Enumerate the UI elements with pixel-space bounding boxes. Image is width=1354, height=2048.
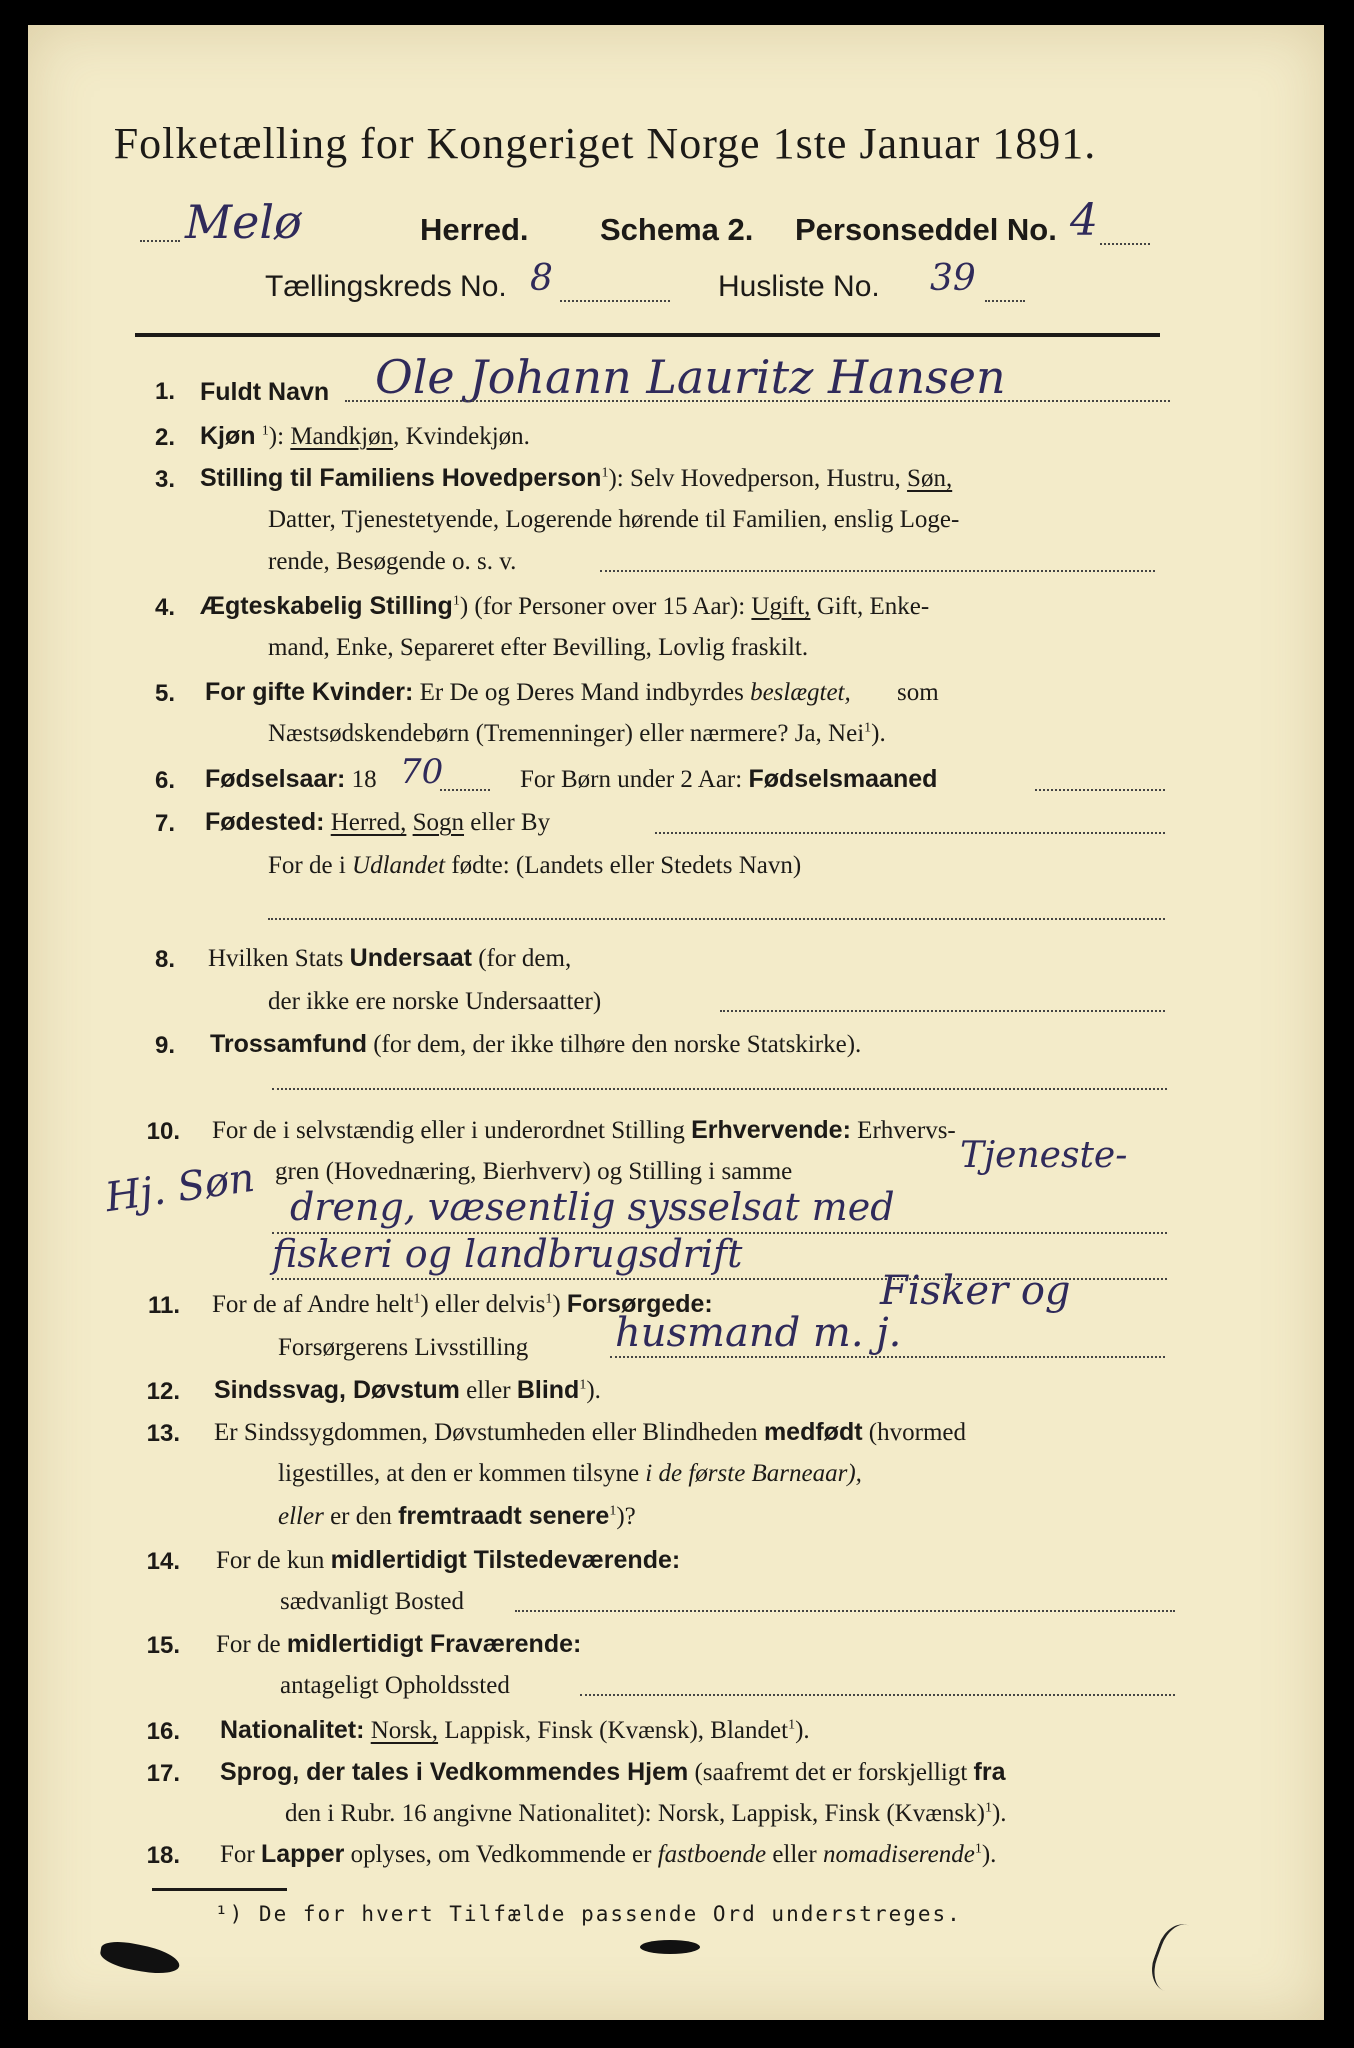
q4-line1: Ægteskabelig Stilling$^1$) (for Personer over 15 Aar): Ugift, Gift, Enke- [200, 592, 930, 620]
q6-year-value: 70 [400, 752, 444, 792]
q1-label: Fuldt Navn [200, 378, 330, 406]
q7-number: 7. [154, 810, 175, 837]
q14-dots [515, 1610, 1175, 1612]
q1-number: 1. [154, 378, 175, 405]
q13-label: medfødt [763, 1418, 863, 1446]
q10-text1b: Erhvervs- [857, 1117, 956, 1144]
q3-line3: rende, Besøgende o. s. v. [268, 548, 517, 575]
q9-number: 9. [154, 1032, 175, 1059]
q10-hand-1: Tjeneste- [960, 1135, 1128, 1176]
q18-text: For [220, 1841, 255, 1868]
q15-dots [580, 1694, 1175, 1696]
q2-line: Kjøn $^1$): Mandkjøn, Kvindekjøn. [200, 422, 530, 450]
q5-italic: beslægtet, [750, 679, 851, 706]
q13-number: 13. [146, 1420, 180, 1447]
q12-label2: Blind [516, 1376, 580, 1404]
q12-line: Sindssvag, Døvstum eller Blind$^1$). [214, 1376, 601, 1404]
q13-line3a: eller [278, 1503, 324, 1530]
q5-end: som [897, 679, 939, 706]
q14-text: For de kun [216, 1547, 325, 1574]
q10-label: Erhvervende: [691, 1116, 851, 1144]
kreds-value: 8 [530, 258, 553, 299]
q1-full-name: Ole Johann Lauritz Hansen [375, 350, 1006, 404]
q7-line2 [268, 852, 801, 880]
q12-text: eller [466, 1377, 511, 1404]
q1-dots [345, 400, 1170, 402]
q10-line1 [212, 1116, 956, 1145]
q6-month-dots [1035, 789, 1165, 791]
q7-dots-2 [268, 918, 1165, 920]
q15-label: midlertidigt Fraværende: [286, 1630, 582, 1658]
q7-herred-selected: Herred, [330, 809, 407, 836]
q17-text: (saafremt det er forskjelligt [694, 1759, 968, 1786]
q18-label: Lapper [260, 1840, 345, 1868]
q3-line1: Stilling til Familiens Hovedperson$^1$): Selv Hovedperson, Hustru, Søn, [200, 464, 953, 492]
q15-text: For de [216, 1631, 281, 1658]
q3-line2: Datter, Tjenestetyende, Logerende hørende til Familien, enslig Loge- [268, 506, 960, 533]
q13-line1 [214, 1418, 966, 1447]
q10-text1: For de i selvstændig eller i underordnet Stilling [212, 1117, 685, 1144]
q3-options: Selv Hovedperson, Hustru, [629, 465, 901, 492]
q18-nomadiserende: nomadiserende [822, 1841, 975, 1868]
q7-dots [655, 832, 1165, 834]
q8-line1b: (for dem, [478, 945, 572, 972]
q17-line2-text: den i Rubr. 16 angivne Nationalitet): Norsk, Lappisk, Finsk (Kvænsk) [285, 1800, 985, 1827]
q7-line2c: fødte: (Landets eller Stedets Navn) [451, 852, 802, 879]
q8-number: 8. [154, 946, 175, 973]
q5-text: Er De og Deres Mand indbyrdes [419, 679, 744, 706]
q11-dots [610, 1356, 1165, 1358]
q16-norsk-selected: Norsk, [370, 1717, 439, 1744]
q13-label2: fremtraadt senere [398, 1502, 610, 1530]
q6-prefix: 18 [351, 766, 377, 793]
q10-margin-note: Hj. Søn [102, 1154, 258, 1222]
q6-dots [440, 789, 490, 791]
personseddel-label: Personseddel No. [795, 212, 1057, 247]
q2-kvindekjon: Kvindekjøn. [405, 423, 530, 450]
q17-number: 17. [146, 1760, 180, 1787]
q4-number: 4. [154, 594, 175, 621]
q18-line: For Lapper oplyses, om Vedkommende er fastboende eller nomadiserende$^1$). [220, 1840, 997, 1868]
herred-value: Melø [185, 195, 302, 249]
q5-number: 5. [154, 680, 175, 707]
q11-line1: For de af Andre helt$^1$) eller delvis$^1$) Forsørgede: [212, 1290, 713, 1318]
q14-line1 [216, 1546, 680, 1575]
q11-label: Forsørgede: [566, 1290, 713, 1318]
husliste-value: 39 [930, 258, 976, 299]
footnote-rule [152, 1888, 287, 1891]
q11-line2: Forsørgerens Livsstilling [278, 1334, 529, 1361]
q14-label: midlertidigt Tilstedeværende: [330, 1546, 681, 1574]
q7-by: eller By [470, 809, 551, 836]
q16-line: Nationalitet: Norsk, Lappisk, Finsk (Kvænsk), Blandet$^1$). [220, 1716, 810, 1744]
q2-label: Kjøn [200, 422, 256, 450]
q6-label: Fødselsaar: [205, 765, 346, 793]
q5-label: For gifte Kvinder: [205, 678, 414, 706]
q2-number: 2. [154, 424, 175, 451]
q4-line2: mand, Enke, Separeret efter Bevilling, Lovlig fraskilt. [268, 634, 809, 661]
q5-line2: Næstsødskendebørn (Tremenninger) eller nærmere? Ja, Nei$^1$). [268, 720, 886, 747]
q9-dots [272, 1088, 1167, 1090]
q8-line1a: Hvilken Stats [208, 945, 344, 972]
q7-sogn-selected: Sogn [412, 809, 465, 836]
q16-rest: Lappisk, Finsk (Kvænsk), Blandet [444, 1717, 789, 1744]
q17-label: Sprog, der tales i Vedkommendes Hjem [220, 1758, 689, 1786]
q4-rest: Gift, Enke- [816, 593, 930, 620]
q11-text2: eller delvis [434, 1291, 546, 1318]
q9-text: (for dem, der ikke tilhøre den norske Statskirke). [373, 1031, 862, 1058]
q11-text: For de af Andre helt [212, 1291, 414, 1318]
q13-text1: Er Sindssygdommen, Døvstumheden eller Blindheden [214, 1419, 758, 1446]
q6-line-b [520, 765, 937, 794]
q4-ugift-selected: Ugift, [751, 593, 811, 620]
q12-number: 12. [146, 1378, 180, 1405]
form-title: Folketælling for Kongeriget Norge 1ste Januar 1891. [113, 119, 1097, 168]
q10-hand-3: fiskeri og landbrugsdrift [272, 1232, 743, 1276]
kreds-dots [560, 300, 670, 302]
personseddel-dots [1100, 243, 1150, 245]
q5-line1 [205, 678, 939, 707]
q13-line3: eller er den fremtraadt senere$^1$)? [278, 1502, 636, 1530]
q16-label: Nationalitet: [220, 1716, 365, 1744]
q12-label: Sindssvag, Døvstum [214, 1376, 460, 1404]
q18-fastboende: fastboende [657, 1841, 767, 1868]
q13-line3b: er den [330, 1503, 392, 1530]
kreds-label: Tællingskreds No. [265, 270, 507, 303]
q13-text1b: (hvormed [868, 1419, 966, 1446]
q13-line2b: i de første Barneaar), [645, 1460, 862, 1487]
q15-number: 15. [146, 1632, 180, 1659]
q3-label: Stilling til Familiens Hovedperson [200, 464, 602, 492]
schema-label: Schema 2. [600, 212, 754, 247]
q3-number: 3. [154, 466, 175, 493]
q11-number: 11. [147, 1292, 180, 1319]
husliste-dots [985, 300, 1025, 302]
q3-son-selected: Søn, [907, 465, 953, 492]
q18-text3: eller [772, 1841, 817, 1868]
q16-number: 16. [146, 1718, 180, 1745]
husliste-label: Husliste No. [718, 270, 880, 303]
q10-number: 10. [146, 1118, 180, 1145]
q9-line [210, 1030, 861, 1059]
header-rule [135, 333, 1160, 337]
q10-line2: gren (Hovednæring, Bierhverv) og Stilling i samme [275, 1158, 793, 1185]
q2-footnote-mark: 1 [261, 423, 269, 439]
q11-hand-2: husmand m. j. [615, 1310, 902, 1356]
herred-label: Herred. [420, 212, 529, 247]
q10-hand-2: dreng, væsentlig sysselsat med [290, 1185, 895, 1229]
q7-label: Fødested: [205, 808, 325, 836]
q7-udlandet: Udlandet [352, 852, 446, 879]
footnote: ¹) De for hvert Tilfælde passende Ord understreges. [215, 1902, 962, 1926]
q18-text2: oplyses, om Vedkommende er [350, 1841, 652, 1868]
q6-text: For Børn under 2 Aar: [520, 766, 743, 793]
q17-label2: fra [973, 1758, 1006, 1786]
q14-line2: sædvanligt Bosted [280, 1588, 465, 1615]
q5-line2-text: Næstsødskendebørn (Tremenninger) eller nærmere? Ja, Nei [268, 720, 865, 747]
q7-line2a: For de i [268, 852, 346, 879]
q6-number: 6. [154, 767, 175, 794]
q15-line2: antageligt Opholdssted [280, 1672, 510, 1699]
q8-dots [720, 1010, 1165, 1012]
q13-line2 [278, 1460, 862, 1488]
q8-label: Undersaat [349, 944, 472, 972]
q3-dots [600, 570, 1155, 572]
q6-month-label: Fødselsmaaned [748, 765, 938, 793]
q7-line1 [205, 808, 550, 837]
q8-line2: der ikke ere norske Undersaatter) [268, 988, 602, 1015]
q15-line1 [216, 1630, 581, 1659]
q2-mandkjon-selected: Mandkjøn [290, 423, 394, 450]
q14-number: 14. [146, 1548, 180, 1575]
q4-label: Ægteskabelig Stilling [200, 592, 453, 620]
personseddel-value: 4 [1070, 195, 1098, 246]
q17-line2: den i Rubr. 16 angivne Nationalitet): Norsk, Lappisk, Finsk (Kvænsk)$^1$). [285, 1800, 1007, 1827]
ink-mark [640, 1940, 700, 1954]
herred-dots [140, 240, 180, 242]
q18-number: 18. [146, 1842, 180, 1869]
q13-line2a: ligestilles, at den er kommen tilsyne [278, 1460, 640, 1487]
q11-hand-1: Fisker og [880, 1268, 1071, 1314]
q9-label: Trossamfund [210, 1030, 367, 1058]
q4-text: (for Personer over 15 Aar): [474, 593, 746, 620]
q17-line1 [220, 1758, 1006, 1787]
q6-line [205, 765, 377, 794]
q8-line1 [208, 944, 571, 973]
